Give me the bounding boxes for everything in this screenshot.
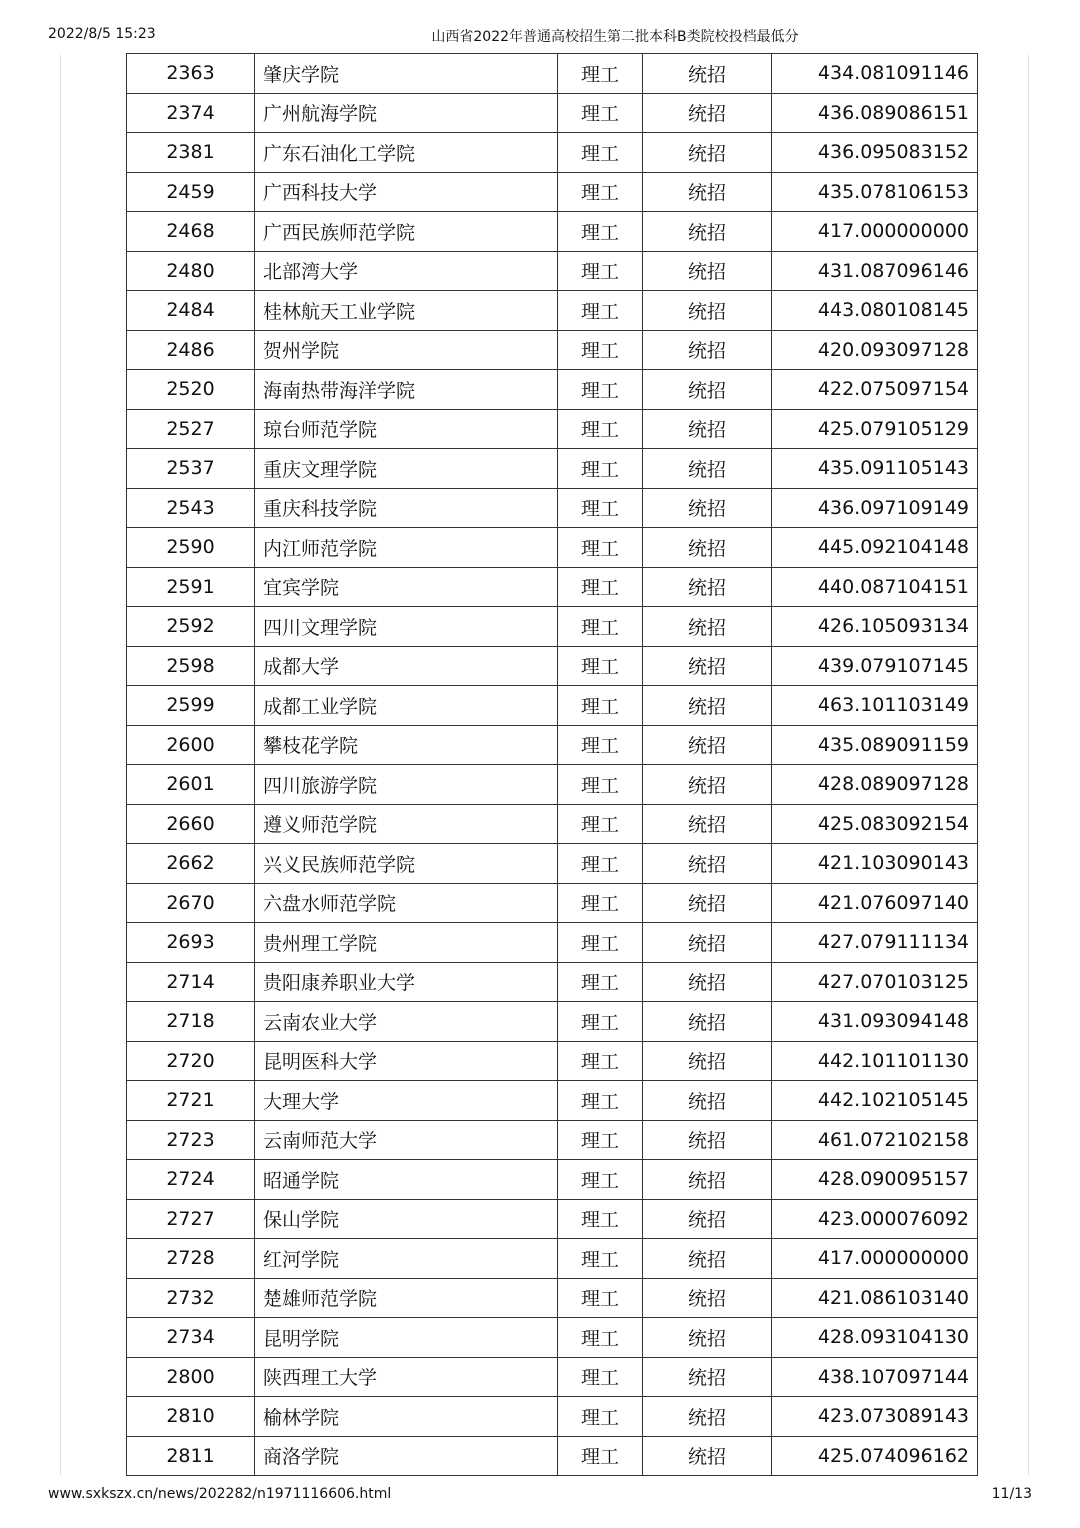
admission-score-table: [126, 53, 978, 1476]
school-code-cell: 2486: [127, 330, 255, 370]
min-score-cell: 427.070103125: [772, 962, 978, 1002]
subject-type-cell: 理工: [558, 923, 643, 963]
school-name-cell: 成都工业学院: [255, 686, 558, 726]
school-code-cell: 2381: [127, 133, 255, 173]
table-row: [127, 765, 978, 805]
school-code-cell: 2591: [127, 567, 255, 607]
school-code-cell: 2527: [127, 409, 255, 449]
school-name-cell: 榆林学院: [255, 1397, 558, 1437]
min-score-cell: 443.080108145: [772, 291, 978, 331]
min-score-cell: 425.079105129: [772, 409, 978, 449]
school-name-cell: 保山学院: [255, 1199, 558, 1239]
min-score-cell: 426.105093134: [772, 607, 978, 647]
school-code-cell: 2714: [127, 962, 255, 1002]
table-row: [127, 172, 978, 212]
school-name-cell: 云南农业大学: [255, 1002, 558, 1042]
print-datetime: 2022/8/5 15:23: [48, 26, 156, 42]
min-score-cell: 421.076097140: [772, 883, 978, 923]
enrollment-type-cell: 统招: [643, 370, 772, 410]
min-score-cell: 435.089091159: [772, 725, 978, 765]
table-row: [127, 923, 978, 963]
table-row: [127, 449, 978, 489]
school-name-cell: 肇庆学院: [255, 54, 558, 94]
school-name-cell: 重庆文理学院: [255, 449, 558, 489]
school-code-cell: 2727: [127, 1199, 255, 1239]
min-score-cell: 428.090095157: [772, 1160, 978, 1200]
school-code-cell: 2480: [127, 251, 255, 291]
enrollment-type-cell: 统招: [643, 646, 772, 686]
subject-type-cell: 理工: [558, 1239, 643, 1279]
table-row: [127, 686, 978, 726]
min-score-cell: 436.095083152: [772, 133, 978, 173]
table-row: [127, 409, 978, 449]
table-row: [127, 330, 978, 370]
enrollment-type-cell: 统招: [643, 804, 772, 844]
enrollment-type-cell: 统招: [643, 291, 772, 331]
min-score-cell: 442.101101130: [772, 1041, 978, 1081]
subject-type-cell: 理工: [558, 449, 643, 489]
school-code-cell: 2468: [127, 212, 255, 252]
min-score-cell: 423.000076092: [772, 1199, 978, 1239]
min-score-cell: 463.101103149: [772, 686, 978, 726]
school-name-cell: 贵州理工学院: [255, 923, 558, 963]
enrollment-type-cell: 统招: [643, 212, 772, 252]
school-code-cell: 2600: [127, 725, 255, 765]
subject-type-cell: 理工: [558, 1397, 643, 1437]
table-row: [127, 804, 978, 844]
enrollment-type-cell: 统招: [643, 1397, 772, 1437]
school-name-cell: 四川文理学院: [255, 607, 558, 647]
table-row: [127, 251, 978, 291]
enrollment-type-cell: 统招: [643, 607, 772, 647]
school-name-cell: 广西科技大学: [255, 172, 558, 212]
school-code-cell: 2520: [127, 370, 255, 410]
subject-type-cell: 理工: [558, 1318, 643, 1358]
enrollment-type-cell: 统招: [643, 1318, 772, 1358]
enrollment-type-cell: 统招: [643, 1160, 772, 1200]
school-name-cell: 宜宾学院: [255, 567, 558, 607]
subject-type-cell: 理工: [558, 1436, 643, 1476]
school-code-cell: 2484: [127, 291, 255, 331]
min-score-cell: 445.092104148: [772, 528, 978, 568]
school-name-cell: 六盘水师范学院: [255, 883, 558, 923]
page-number: 11/13: [991, 1486, 1032, 1502]
school-code-cell: 2537: [127, 449, 255, 489]
min-score-cell: 425.083092154: [772, 804, 978, 844]
school-code-cell: 2721: [127, 1081, 255, 1121]
table-row: [127, 725, 978, 765]
school-name-cell: 商洛学院: [255, 1436, 558, 1476]
school-code-cell: 2732: [127, 1278, 255, 1318]
school-name-cell: 昆明学院: [255, 1318, 558, 1358]
subject-type-cell: 理工: [558, 1278, 643, 1318]
enrollment-type-cell: 统招: [643, 686, 772, 726]
school-code-cell: 2592: [127, 607, 255, 647]
subject-type-cell: 理工: [558, 686, 643, 726]
min-score-cell: 431.087096146: [772, 251, 978, 291]
table-row: [127, 528, 978, 568]
min-score-cell: 421.103090143: [772, 844, 978, 884]
school-code-cell: 2660: [127, 804, 255, 844]
table-row: [127, 1436, 978, 1476]
school-name-cell: 红河学院: [255, 1239, 558, 1279]
school-code-cell: 2800: [127, 1357, 255, 1397]
enrollment-type-cell: 统招: [643, 923, 772, 963]
min-score-cell: 440.087104151: [772, 567, 978, 607]
min-score-cell: 431.093094148: [772, 1002, 978, 1042]
min-score-cell: 435.078106153: [772, 172, 978, 212]
table-row: [127, 844, 978, 884]
enrollment-type-cell: 统招: [643, 883, 772, 923]
table-body: [127, 54, 978, 1476]
min-score-cell: 427.079111134: [772, 923, 978, 963]
min-score-cell: 439.079107145: [772, 646, 978, 686]
school-code-cell: 2601: [127, 765, 255, 805]
enrollment-type-cell: 统招: [643, 133, 772, 173]
school-code-cell: 2670: [127, 883, 255, 923]
table-row: [127, 1081, 978, 1121]
subject-type-cell: 理工: [558, 765, 643, 805]
table-row: [127, 291, 978, 331]
school-name-cell: 昭通学院: [255, 1160, 558, 1200]
subject-type-cell: 理工: [558, 172, 643, 212]
left-margin-line: [60, 55, 61, 1475]
subject-type-cell: 理工: [558, 844, 643, 884]
subject-type-cell: 理工: [558, 962, 643, 1002]
enrollment-type-cell: 统招: [643, 962, 772, 1002]
subject-type-cell: 理工: [558, 1357, 643, 1397]
min-score-cell: 436.089086151: [772, 93, 978, 133]
table-row: [127, 646, 978, 686]
school-code-cell: 2599: [127, 686, 255, 726]
school-name-cell: 贺州学院: [255, 330, 558, 370]
table-row: [127, 1002, 978, 1042]
enrollment-type-cell: 统招: [643, 1239, 772, 1279]
school-code-cell: 2723: [127, 1120, 255, 1160]
school-code-cell: 2693: [127, 923, 255, 963]
enrollment-type-cell: 统招: [643, 567, 772, 607]
school-code-cell: 2734: [127, 1318, 255, 1358]
min-score-cell: 434.081091146: [772, 54, 978, 94]
enrollment-type-cell: 统招: [643, 409, 772, 449]
school-name-cell: 成都大学: [255, 646, 558, 686]
min-score-cell: 422.075097154: [772, 370, 978, 410]
school-name-cell: 北部湾大学: [255, 251, 558, 291]
table-row: [127, 370, 978, 410]
subject-type-cell: 理工: [558, 1041, 643, 1081]
table-row: [127, 567, 978, 607]
table-row: [127, 1278, 978, 1318]
subject-type-cell: 理工: [558, 567, 643, 607]
enrollment-type-cell: 统招: [643, 528, 772, 568]
table-row: [127, 133, 978, 173]
school-name-cell: 大理大学: [255, 1081, 558, 1121]
table-row: [127, 212, 978, 252]
min-score-cell: 442.102105145: [772, 1081, 978, 1121]
page-title: 山西省2022年普通高校招生第二批本科B类院校投档最低分: [431, 29, 799, 45]
school-code-cell: 2590: [127, 528, 255, 568]
min-score-cell: 428.089097128: [772, 765, 978, 805]
enrollment-type-cell: 统招: [643, 449, 772, 489]
table-row: [127, 883, 978, 923]
school-code-cell: 2720: [127, 1041, 255, 1081]
school-code-cell: 2598: [127, 646, 255, 686]
table-row: [127, 1041, 978, 1081]
subject-type-cell: 理工: [558, 93, 643, 133]
table-row: [127, 488, 978, 528]
table-row: [127, 1199, 978, 1239]
school-name-cell: 云南师范大学: [255, 1120, 558, 1160]
source-url[interactable]: www.sxkszx.cn/news/202282/n1971116606.html: [48, 1486, 392, 1502]
subject-type-cell: 理工: [558, 54, 643, 94]
table-row: [127, 1160, 978, 1200]
subject-type-cell: 理工: [558, 133, 643, 173]
school-name-cell: 遵义师范学院: [255, 804, 558, 844]
min-score-cell: 436.097109149: [772, 488, 978, 528]
subject-type-cell: 理工: [558, 370, 643, 410]
subject-type-cell: 理工: [558, 607, 643, 647]
enrollment-type-cell: 统招: [643, 93, 772, 133]
subject-type-cell: 理工: [558, 251, 643, 291]
enrollment-type-cell: 统招: [643, 725, 772, 765]
min-score-cell: 461.072102158: [772, 1120, 978, 1160]
table-row: [127, 1318, 978, 1358]
right-margin-line: [1028, 55, 1029, 1475]
enrollment-type-cell: 统招: [643, 1436, 772, 1476]
table-row: [127, 607, 978, 647]
subject-type-cell: 理工: [558, 1199, 643, 1239]
subject-type-cell: 理工: [558, 1002, 643, 1042]
table-row: [127, 1239, 978, 1279]
subject-type-cell: 理工: [558, 725, 643, 765]
school-name-cell: 攀枝花学院: [255, 725, 558, 765]
table-row: [127, 1397, 978, 1437]
enrollment-type-cell: 统招: [643, 1278, 772, 1318]
school-code-cell: 2662: [127, 844, 255, 884]
min-score-cell: 423.073089143: [772, 1397, 978, 1437]
school-name-cell: 广东石油化工学院: [255, 133, 558, 173]
enrollment-type-cell: 统招: [643, 1357, 772, 1397]
enrollment-type-cell: 统招: [643, 1081, 772, 1121]
subject-type-cell: 理工: [558, 409, 643, 449]
enrollment-type-cell: 统招: [643, 765, 772, 805]
enrollment-type-cell: 统招: [643, 330, 772, 370]
subject-type-cell: 理工: [558, 291, 643, 331]
school-code-cell: 2543: [127, 488, 255, 528]
school-name-cell: 海南热带海洋学院: [255, 370, 558, 410]
table-row: [127, 93, 978, 133]
enrollment-type-cell: 统招: [643, 172, 772, 212]
school-code-cell: 2728: [127, 1239, 255, 1279]
min-score-cell: 420.093097128: [772, 330, 978, 370]
school-name-cell: 内江师范学院: [255, 528, 558, 568]
table-row: [127, 1357, 978, 1397]
subject-type-cell: 理工: [558, 1120, 643, 1160]
school-name-cell: 广西民族师范学院: [255, 212, 558, 252]
min-score-cell: 428.093104130: [772, 1318, 978, 1358]
min-score-cell: 421.086103140: [772, 1278, 978, 1318]
school-code-cell: 2718: [127, 1002, 255, 1042]
min-score-cell: 417.000000000: [772, 1239, 978, 1279]
school-name-cell: 楚雄师范学院: [255, 1278, 558, 1318]
enrollment-type-cell: 统招: [643, 1041, 772, 1081]
enrollment-type-cell: 统招: [643, 1120, 772, 1160]
school-name-cell: 重庆科技学院: [255, 488, 558, 528]
school-code-cell: 2810: [127, 1397, 255, 1437]
school-code-cell: 2724: [127, 1160, 255, 1200]
school-code-cell: 2374: [127, 93, 255, 133]
enrollment-type-cell: 统招: [643, 1002, 772, 1042]
subject-type-cell: 理工: [558, 212, 643, 252]
subject-type-cell: 理工: [558, 883, 643, 923]
table-row: [127, 1120, 978, 1160]
school-code-cell: 2363: [127, 54, 255, 94]
enrollment-type-cell: 统招: [643, 1199, 772, 1239]
school-name-cell: 兴义民族师范学院: [255, 844, 558, 884]
school-name-cell: 四川旅游学院: [255, 765, 558, 805]
min-score-cell: 435.091105143: [772, 449, 978, 489]
school-name-cell: 琼台师范学院: [255, 409, 558, 449]
subject-type-cell: 理工: [558, 330, 643, 370]
school-name-cell: 贵阳康养职业大学: [255, 962, 558, 1002]
school-code-cell: 2811: [127, 1436, 255, 1476]
table-row: [127, 54, 978, 94]
subject-type-cell: 理工: [558, 1081, 643, 1121]
enrollment-type-cell: 统招: [643, 251, 772, 291]
enrollment-type-cell: 统招: [643, 54, 772, 94]
subject-type-cell: 理工: [558, 804, 643, 844]
subject-type-cell: 理工: [558, 1160, 643, 1200]
school-name-cell: 广州航海学院: [255, 93, 558, 133]
table-row: [127, 962, 978, 1002]
min-score-cell: 438.107097144: [772, 1357, 978, 1397]
school-name-cell: 昆明医科大学: [255, 1041, 558, 1081]
subject-type-cell: 理工: [558, 646, 643, 686]
school-name-cell: 桂林航天工业学院: [255, 291, 558, 331]
min-score-cell: 417.000000000: [772, 212, 978, 252]
enrollment-type-cell: 统招: [643, 488, 772, 528]
subject-type-cell: 理工: [558, 488, 643, 528]
school-code-cell: 2459: [127, 172, 255, 212]
school-name-cell: 陕西理工大学: [255, 1357, 558, 1397]
min-score-cell: 425.074096162: [772, 1436, 978, 1476]
subject-type-cell: 理工: [558, 528, 643, 568]
enrollment-type-cell: 统招: [643, 844, 772, 884]
